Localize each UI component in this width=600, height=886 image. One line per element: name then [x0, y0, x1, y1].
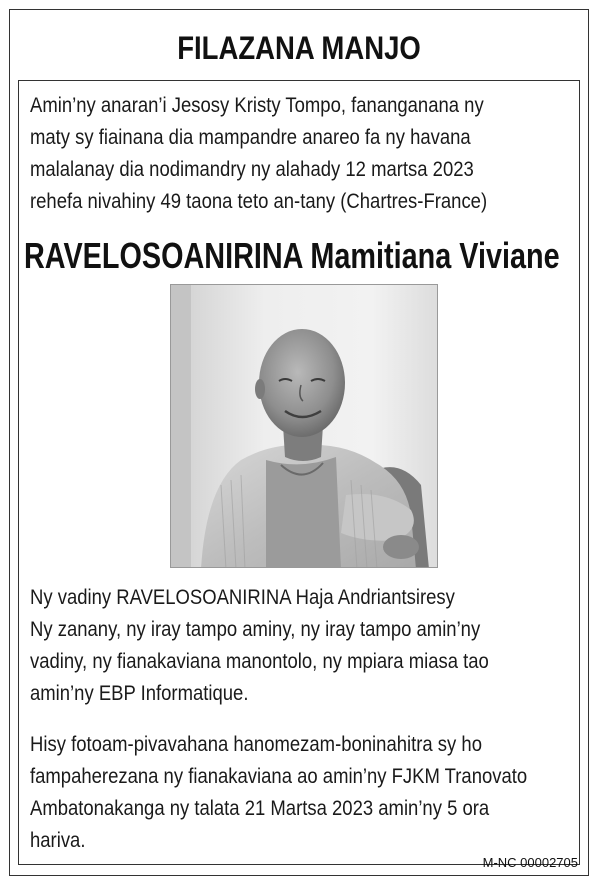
portrait-photo: [170, 284, 438, 568]
family-line: Ny vadiny RAVELOSOANIRINA Haja Andriantsiresy: [30, 586, 455, 609]
family-line: Ny zanany, ny iray tampo aminy, ny iray tampo amin’ny: [30, 618, 481, 641]
deceased-name: RAVELOSOANIRINA Mamitiana Viviane: [24, 235, 560, 276]
ceremony-paragraph: [30, 729, 527, 857]
ceremony-line: Hisy fotoam-pivavahana hanomezam-boninahitra sy ho: [30, 733, 482, 756]
intro-line: malalanay dia nodimandry ny alahady 12 martsa 2023: [30, 158, 474, 181]
intro-paragraph: [30, 90, 487, 218]
ceremony-line: Ambatonakanga ny talata 21 Martsa 2023 amin’ny 5 ora: [30, 797, 490, 820]
intro-line: maty sy fiainana dia mampandre anareo fa ny havana: [30, 126, 471, 149]
family-line: vadiny, ny fianakaviana manontolo, ny mpiara miasa tao: [30, 650, 489, 673]
ceremony-line: hariva.: [30, 829, 86, 852]
reference-number: M-NC 00002705: [482, 855, 578, 870]
family-line: amin’ny EBP Informatique.: [30, 682, 249, 705]
notice-title: FILAZANA MANJO: [177, 30, 421, 66]
intro-line: rehefa nivahiny 49 taona teto an-tany (Chartres-France): [30, 190, 488, 213]
portrait-illustration: [171, 285, 438, 568]
family-paragraph: [30, 582, 489, 710]
ceremony-line: fampaherezana ny fianakaviana ao amin’ny FJKM Tranovato: [30, 765, 528, 788]
intro-line: Amin’ny anaran’i Jesosy Kristy Tompo, fananganana ny: [30, 94, 484, 117]
